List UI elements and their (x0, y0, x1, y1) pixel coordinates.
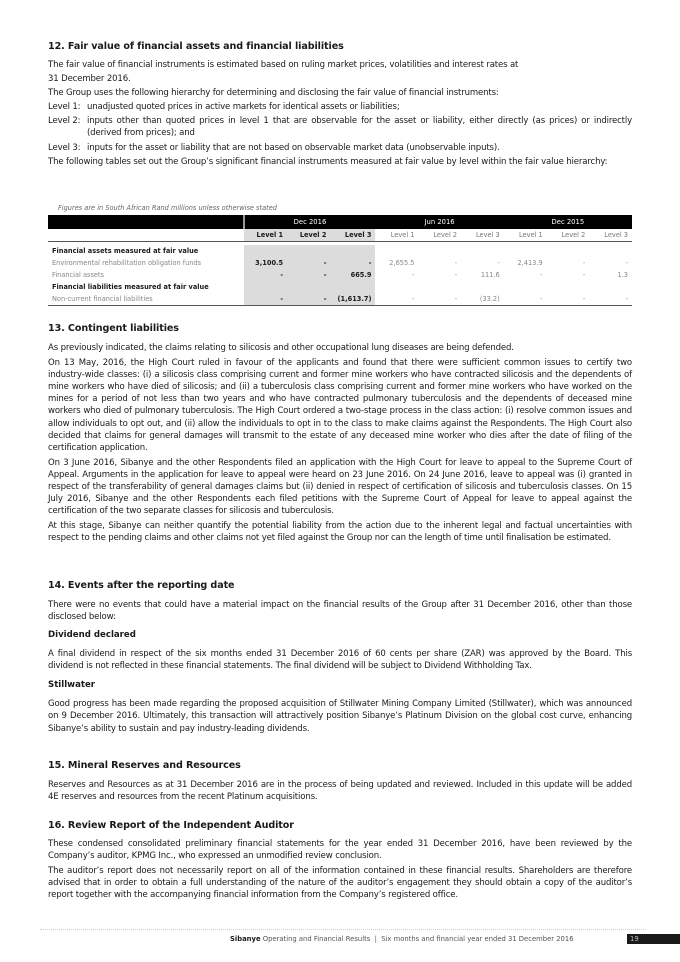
cell: - (504, 293, 547, 306)
cell: - (244, 293, 288, 306)
row-label: Environmental rehabilitation obligation funds (52, 259, 202, 267)
cell (375, 281, 418, 293)
section-14 (48, 579, 632, 735)
header-blank (48, 215, 244, 229)
cell: - (287, 269, 330, 281)
cell: 665.9 (330, 269, 375, 281)
cell: - (454, 271, 458, 279)
section-14-title: 14. Events after the reporting date (48, 580, 235, 591)
level-header: Level 1 (504, 229, 547, 242)
footer-brand: Sibanye (230, 935, 261, 943)
section-13 (48, 322, 632, 545)
cell: - (625, 259, 628, 267)
cell: 1.3 (617, 271, 628, 279)
period-dec-2015: Dec 2015 (504, 215, 632, 229)
section-13-para-2: On 13 May, 2016, the High Court ruled in favour of the applicants and found that there were sufficient common issues to certify two industry-wide classes: (i) a silicosis class comprising current and former mine workers who have contracted silicosis and the dependents of mine workers who have died of silicosis; and (ii) a tuberculosis class comprising current and former mine workers who have worked on the mines for a period of not less than two years and who have contracted pulmonary tuberculosis and the dependents of deceased mine workers who died of pulmonary tuberculosis. The High Court ordered a two-stage process in the class action: (i) resolve common issues and allow individuals to opt out, and (ii) allow the individuals to opt in to the class to make claims against the Respondents. The High Court also decided that claims for general damages will transmit to the estate of any deceased mine worker who dies after the date of filing of the certification application. (48, 358, 632, 453)
cell: - (497, 259, 500, 267)
row-label: Financial liabilities measured at fair value (52, 283, 209, 291)
table-row (48, 281, 632, 293)
cell: - (454, 259, 458, 267)
cell (461, 245, 504, 257)
cell (418, 245, 461, 257)
dividend-declared-heading: Dividend declared (48, 630, 136, 641)
section-13-para-4: At this stage, Sibanye can neither quantify the potential liability from the action due to the inherent legal and factual uncertainties with respect to the pending claims and other claims not yet filed against the Group nor can the length of time until finalisation be estimated. (48, 521, 632, 544)
cell (287, 245, 330, 257)
cell: - (418, 293, 461, 306)
page-number: 19 (627, 934, 680, 944)
cell: - (375, 293, 418, 306)
section-13-title: 13. Contingent liabilities (48, 323, 179, 334)
section-12-para-2: The Group uses the following hierarchy for determining and disclosing the fair value of financial instruments: (48, 88, 499, 99)
cell (589, 245, 632, 257)
section-12-para-3: The following tables set out the Group’s significant financial instruments measured at fair value by level within the fair value hierarchy: (48, 156, 608, 167)
footer-divider (40, 929, 646, 930)
level-1-definition (48, 101, 632, 113)
level-header-blank (48, 229, 244, 242)
section-13-para-3: On 3 June 2016, Sibanye and the other Respondents filed an application with the High Court for leave to appeal to the Supreme Court of Appeal. Arguments in the application for leave to appeal were heard on 23 June 2016. On 24 June 2016, leave to appeal was (i) granted in respect of the transferability of general damages claims but (ii) denied in respect of certification of silicosis and tuberculosis classes. On 15 July 2016, Sibanye and the other Respondents each filed petitions with the Supreme Court of Appeal for leave to appeal against the certification of the two separate classes for silicosis and tuberculosis. (48, 457, 632, 517)
cell: - (287, 257, 330, 269)
stillwater-paragraph: Good progress has been made regarding the proposed acquisition of Stillwater Mining Company Limited (Stillwater), which was announced on 9 December 2016. Ultimately, this transaction will attractively position Sibanye’s Platinum Division on the global cost curve, enhancing Sibanye’s ability to sustain and pay industry-leading dividends. (48, 699, 632, 734)
level-2-key: Level 2: (48, 116, 81, 127)
cell (330, 281, 375, 293)
cell (461, 281, 504, 293)
row-label: Financial assets (52, 271, 104, 279)
level-3-key: Level 3: (48, 142, 81, 153)
cell (330, 245, 375, 257)
table-row (48, 293, 632, 306)
dividend-paragraph: A final dividend in respect of the six months ended 31 December 2016 of 60 cents per share (ZAR) was approved by the Board. This dividend is not reflected in these financial statements. The final dividend will be subject to Dividend Withholding Tax. (48, 649, 632, 672)
page-footer (230, 935, 574, 943)
fair-value-table (48, 215, 632, 306)
section-12-para-1b: 31 December 2016. (48, 74, 131, 85)
section-13-para-1: As previously indicated, the claims relating to silicosis and other occupational lung diseases are being defended. (48, 343, 514, 353)
cell: - (582, 259, 586, 267)
cell: - (244, 269, 288, 281)
cell: (33.2) (461, 293, 504, 306)
table-note: Figures are in South African Rand millions unless otherwise stated (58, 204, 277, 212)
cell: - (589, 293, 632, 306)
cell (375, 245, 418, 257)
section-15-title: 15. Mineral Reserves and Resources (48, 760, 241, 771)
row-label: Financial assets measured at fair value (52, 247, 199, 255)
cell (589, 281, 632, 293)
level-3-definition (48, 142, 632, 154)
level-3-text: inputs for the asset or liability that are not based on observable market data (unobservable inputs). (87, 142, 500, 153)
cell (547, 245, 590, 257)
section-16 (48, 819, 632, 901)
table-row (48, 245, 632, 257)
section-16-title: 16. Review Report of the Independent Auditor (48, 820, 294, 831)
cell: - (287, 293, 330, 306)
cell (287, 281, 330, 293)
table-row (48, 257, 632, 269)
row-label: Non-current financial liabilities (48, 293, 244, 306)
cell: - (582, 271, 586, 279)
stillwater-heading: Stillwater (48, 680, 96, 691)
level-header: Level 3 (330, 229, 375, 242)
level-header: Level 3 (461, 229, 504, 242)
level-header: Level 3 (589, 229, 632, 242)
level-1-key: Level 1: (48, 102, 81, 113)
footer-text: Operating and Financial Results | Six months and financial year ended 31 December 2016 (262, 935, 574, 943)
table-period-header (48, 215, 632, 229)
section-14-para-1: There were no events that could have a material impact on the financial results of the Group after 31 December 2016, other than those disclosed below: (48, 600, 632, 623)
section-12-para-1: The fair value of financial instruments is estimated based on ruling market prices, volatilities and interest rates at (48, 60, 519, 70)
level-2-text: inputs other than quoted prices in level 1 that are observable for the asset or liability, either directly (as prices) or indirectly (derived from prices); and (87, 116, 632, 139)
period-dec-2016: Dec 2016 (244, 215, 376, 229)
cell (547, 281, 590, 293)
cell: 111.6 (480, 271, 500, 279)
section-12 (48, 40, 632, 168)
section-15-para-1: Reserves and Resources as at 31 December 2016 are in the process of being updated and reviewed. Included in this update will be added 4E reserves and resources from the recent Platinum acquisitions. (48, 780, 632, 803)
cell: 2,655.5 (389, 259, 415, 267)
cell: 3,100.5 (244, 257, 288, 269)
table-row (48, 269, 632, 281)
cell: (1,613.7) (330, 293, 375, 306)
cell (244, 245, 288, 257)
cell (504, 281, 547, 293)
level-header: Level 1 (375, 229, 418, 242)
table-level-header (48, 229, 632, 242)
cell (244, 281, 288, 293)
cell: - (540, 271, 543, 279)
level-1-text: unadjusted quoted prices in active markets for identical assets or liabilities; (87, 102, 400, 113)
section-16-para-1: These condensed consolidated preliminary financial statements for the year ended 31 December 2016, have been reviewed by the Company’s auditor, KPMG Inc., who expressed an unmodified review conclusion. (48, 839, 632, 862)
level-2-definition (48, 115, 632, 139)
level-header: Level 2 (547, 229, 590, 242)
cell: 2,413.9 (517, 259, 543, 267)
period-jun-2016: Jun 2016 (375, 215, 503, 229)
cell (504, 245, 547, 257)
cell (418, 281, 461, 293)
cell: - (412, 271, 415, 279)
level-header: Level 2 (418, 229, 461, 242)
level-header: Level 1 (244, 229, 288, 242)
level-header: Level 2 (287, 229, 330, 242)
cell: - (330, 257, 375, 269)
section-16-para-2: The auditor’s report does not necessarily report on all of the information contained in these financial results. Shareholders are therefore advised that in order to obtain a full understanding of the nature of the auditor’s engagement they should obtain a copy of the auditor’s report together with the accompanying financial information from the Company’s registered office. (48, 866, 632, 901)
section-12-title: 12. Fair value of financial assets and financial liabilities (48, 41, 344, 52)
section-15 (48, 759, 632, 803)
cell: - (547, 293, 590, 306)
